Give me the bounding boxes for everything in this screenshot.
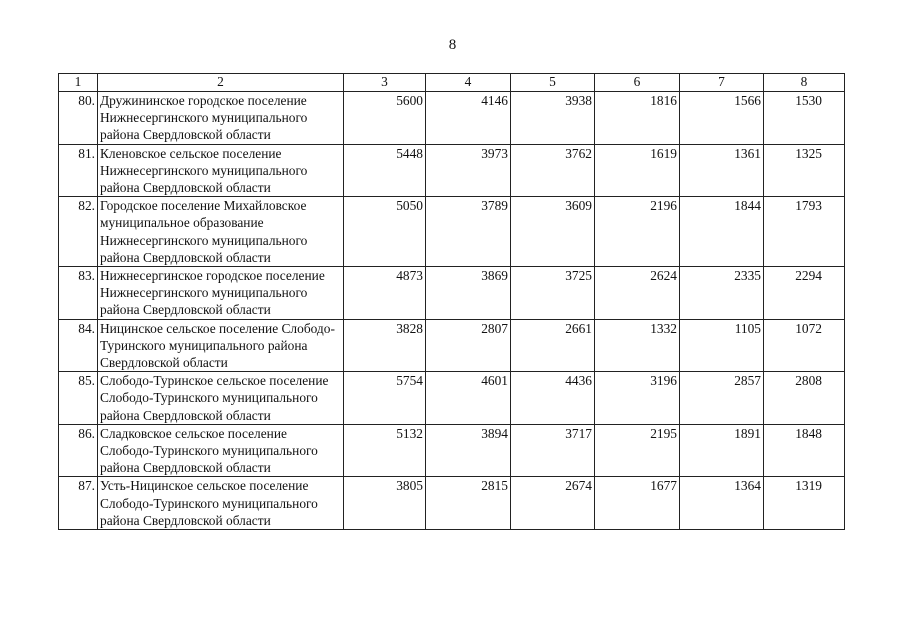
municipality-name: Сладковское сельское поселение Слободо-Туринского муниципального района Свердловской области — [98, 424, 344, 477]
column-header-7: 7 — [680, 74, 764, 92]
column-header-5: 5 — [511, 74, 595, 92]
column-header-2: 2 — [98, 74, 344, 92]
value-cell-col-3: 4873 — [344, 267, 426, 320]
value-cell-col-7: 1361 — [680, 144, 764, 197]
value-cell-col-5: 3938 — [511, 92, 595, 145]
value-cell-col-6: 2196 — [595, 197, 680, 267]
table-row — [59, 424, 845, 477]
table-row — [59, 319, 845, 372]
value-cell-col-7: 1105 — [680, 319, 764, 372]
value-cell-col-7: 1891 — [680, 424, 764, 477]
value-cell-col-4: 3894 — [426, 424, 511, 477]
value-cell-col-6: 1677 — [595, 477, 680, 530]
municipality-name: Нижнесергинское городское поселение Нижнесергинского муниципального района Свердловской области — [98, 267, 344, 320]
row-number: 84. — [59, 319, 98, 372]
value-cell-col-5: 3725 — [511, 267, 595, 320]
value-cell-col-6: 2624 — [595, 267, 680, 320]
value-cell-col-5: 2674 — [511, 477, 595, 530]
value-cell-col-6: 1619 — [595, 144, 680, 197]
value-cell-col-7: 1364 — [680, 477, 764, 530]
value-cell-col-8: 1848 — [764, 424, 845, 477]
value-cell-col-4: 2815 — [426, 477, 511, 530]
column-header-3: 3 — [344, 74, 426, 92]
value-cell-col-4: 3789 — [426, 197, 511, 267]
value-cell-col-6: 2195 — [595, 424, 680, 477]
value-cell-col-7: 1566 — [680, 92, 764, 145]
value-cell-col-8: 1072 — [764, 319, 845, 372]
value-cell-col-8: 1319 — [764, 477, 845, 530]
value-cell-col-8: 1793 — [764, 197, 845, 267]
value-cell-col-3: 5132 — [344, 424, 426, 477]
row-number: 83. — [59, 267, 98, 320]
value-cell-col-3: 5050 — [344, 197, 426, 267]
table-row — [59, 144, 845, 197]
municipality-name: Усть-Ницинское сельское поселение Слободо-Туринского муниципального района Свердловской области — [98, 477, 344, 530]
value-cell-col-4: 2807 — [426, 319, 511, 372]
table-row — [59, 477, 845, 530]
value-cell-col-5: 3609 — [511, 197, 595, 267]
municipality-name: Ницинское сельское поселение Слободо-Туринского муниципального района Свердловской области — [98, 319, 344, 372]
table-body — [59, 92, 845, 530]
value-cell-col-8: 2294 — [764, 267, 845, 320]
value-cell-col-6: 1332 — [595, 319, 680, 372]
municipality-name: Дружининское городское поселение Нижнесергинского муниципального района Свердловской области — [98, 92, 344, 145]
row-number: 81. — [59, 144, 98, 197]
value-cell-col-8: 2808 — [764, 372, 845, 425]
value-cell-col-8: 1325 — [764, 144, 845, 197]
value-cell-col-6: 3196 — [595, 372, 680, 425]
value-cell-col-4: 4601 — [426, 372, 511, 425]
value-cell-col-3: 5448 — [344, 144, 426, 197]
value-cell-col-3: 3805 — [344, 477, 426, 530]
value-cell-col-3: 5600 — [344, 92, 426, 145]
value-cell-col-4: 3869 — [426, 267, 511, 320]
value-cell-col-8: 1530 — [764, 92, 845, 145]
column-header-8: 8 — [764, 74, 845, 92]
table-row — [59, 197, 845, 267]
column-header-4: 4 — [426, 74, 511, 92]
value-cell-col-3: 3828 — [344, 319, 426, 372]
value-cell-col-7: 2857 — [680, 372, 764, 425]
column-header-1: 1 — [59, 74, 98, 92]
value-cell-col-6: 1816 — [595, 92, 680, 145]
value-cell-col-7: 2335 — [680, 267, 764, 320]
value-cell-col-4: 4146 — [426, 92, 511, 145]
table-row — [59, 92, 845, 145]
table-row — [59, 267, 845, 320]
value-cell-col-5: 3717 — [511, 424, 595, 477]
row-number: 86. — [59, 424, 98, 477]
value-cell-col-5: 3762 — [511, 144, 595, 197]
municipality-name: Городское поселение Михайловское муниципальное образование Нижнесергинского муниципального района Свердловской области — [98, 197, 344, 267]
row-number: 85. — [59, 372, 98, 425]
row-number: 82. — [59, 197, 98, 267]
value-cell-col-4: 3973 — [426, 144, 511, 197]
value-cell-col-5: 4436 — [511, 372, 595, 425]
page-number: 8 — [448, 37, 457, 53]
municipality-name: Слободо-Туринское сельское поселение Слободо-Туринского муниципального района Свердловской области — [98, 372, 344, 425]
table-header-row — [59, 74, 845, 92]
row-number: 87. — [59, 477, 98, 530]
municipalities-table — [58, 73, 845, 530]
value-cell-col-5: 2661 — [511, 319, 595, 372]
value-cell-col-7: 1844 — [680, 197, 764, 267]
value-cell-col-3: 5754 — [344, 372, 426, 425]
municipality-name: Кленовское сельское поселение Нижнесергинского муниципального района Свердловской области — [98, 144, 344, 197]
column-header-6: 6 — [595, 74, 680, 92]
table-row — [59, 372, 845, 425]
row-number: 80. — [59, 92, 98, 145]
